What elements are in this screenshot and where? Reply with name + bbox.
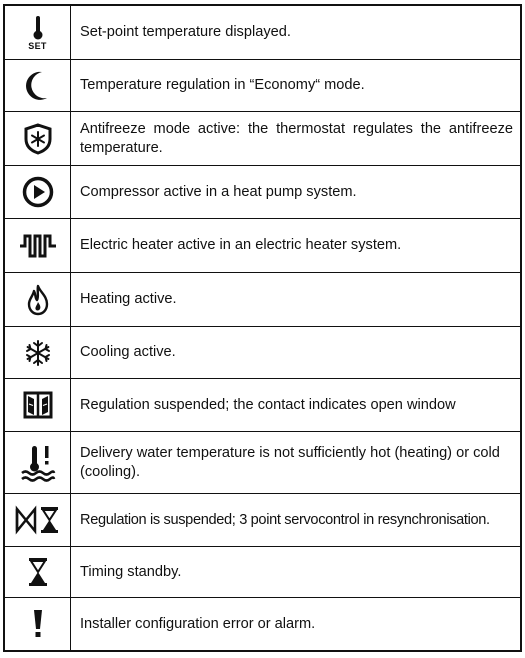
legend-row — [5, 494, 520, 547]
legend-row — [5, 60, 520, 112]
setpoint-thermometer-icon — [5, 6, 71, 59]
legend-row — [5, 166, 520, 219]
legend-row-text: Heating active. — [80, 291, 177, 307]
exclamation-icon — [5, 598, 71, 650]
compressor-play-icon — [5, 166, 71, 218]
legend-row — [5, 379, 520, 432]
legend-row-text: Electric heater active in an electric heater system. — [80, 237, 402, 253]
legend-row-text: Compressor active in a heat pump system. — [80, 183, 357, 200]
antifreeze-shield-icon — [5, 112, 71, 165]
water-temperature-alert-icon — [5, 432, 71, 493]
legend-row-text: Set-point temperature displayed. — [80, 24, 291, 40]
legend-row — [5, 273, 520, 327]
hourglass-icon — [5, 547, 71, 597]
legend-row-text: Cooling active. — [80, 344, 176, 360]
legend-row — [5, 432, 520, 494]
legend-row-text: Timing standby. — [80, 563, 182, 580]
legend-row — [5, 547, 520, 598]
legend-row — [5, 6, 520, 60]
icon-legend-table — [3, 4, 522, 652]
snowflake-icon — [5, 327, 71, 378]
moon-icon — [5, 60, 71, 111]
legend-row-text: Regulation is suspended; 3 point servocontrol in resynchronisation. — [80, 511, 490, 528]
legend-row — [5, 327, 520, 379]
open-window-icon — [5, 379, 71, 431]
legend-row-text: Installer configuration error or alarm. — [80, 615, 316, 632]
flame-icon — [5, 273, 71, 326]
legend-row-text: Temperature regulation in “Economy“ mode. — [80, 77, 365, 93]
legend-row — [5, 598, 520, 650]
legend-row — [5, 112, 520, 166]
legend-row-text: Regulation suspended; the contact indicates open window — [80, 396, 456, 413]
setpoint-label: SET — [28, 40, 47, 51]
valve-hourglass-icon — [5, 494, 71, 546]
legend-row-text: Delivery water temperature is not sufficiently hot (heating) or cold (cooling). — [80, 444, 500, 480]
electric-heater-icon — [5, 219, 71, 272]
legend-row — [5, 219, 520, 273]
legend-row-text: Antifreeze mode active: the thermostat regulates the antifreeze temperature. — [80, 120, 513, 156]
